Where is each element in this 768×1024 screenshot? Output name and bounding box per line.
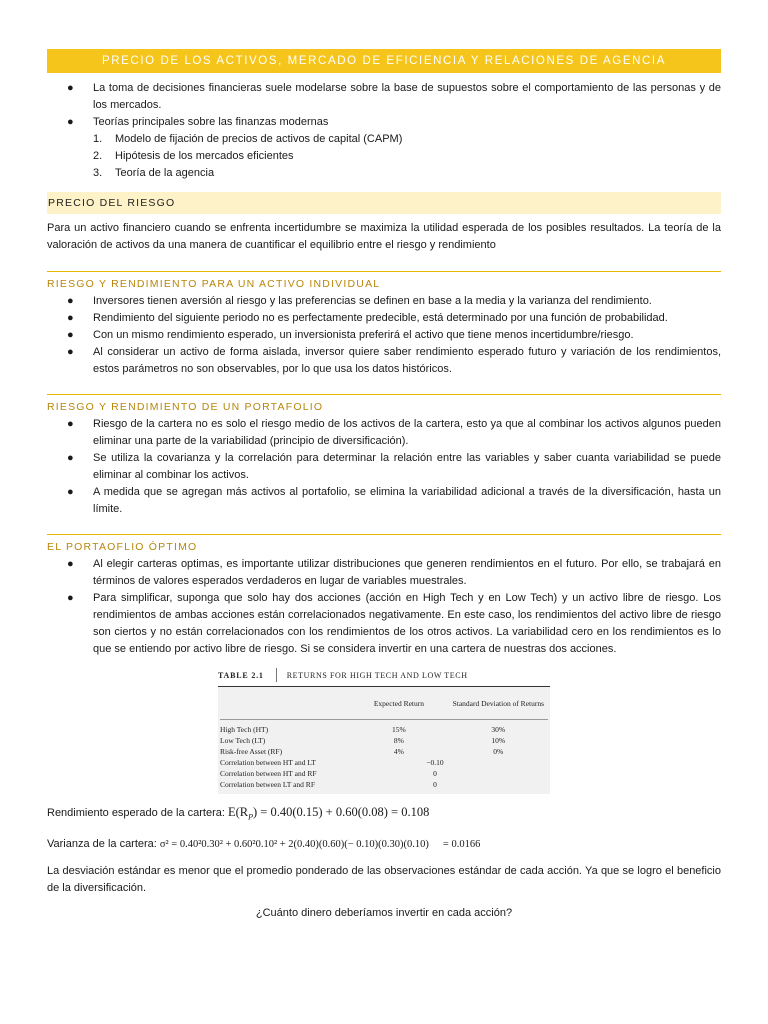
table-row: Correlation between LT and RF 0 [220, 780, 437, 789]
list-item: ● Rendimiento del siguiente periodo no es perfectamente predecible, está determinado por una función de probabilidad. [47, 310, 721, 327]
bullet-icon: ● [67, 418, 74, 430]
table-caption: RETURNS FOR HIGH TECH AND LOW TECH [286, 670, 468, 680]
bullet-icon: ● [67, 558, 74, 570]
table-row: Correlation between HT and RF 0 [220, 769, 437, 778]
bullet-icon: ● [67, 346, 74, 358]
formula-expression: $E(R_P) = 0.40(0.15) + 0.60(0.08) = 0.108$ [227, 805, 430, 822]
bullet-icon: ● [67, 312, 74, 324]
intro-bullets [47, 80, 721, 131]
list-item: ● Para simplificar, suponga que solo hay dos acciones (acción en High Tech y en Low Tech) y un activo libre de riesgo. Los rendimientos de ambas acciones están correlacionados negativamente. En este caso, los rendimientos del activo libre de riesgo son ciertos y no están correlacionados con los rendimientos de los otros activos. La variabilidad cero en los rendimientos es lo que se entiendo por activo libre de riesgo. Si se considera invertir en una cartera de nuestras dos acciones. [67, 592, 721, 655]
formula-label: Rendimiento esperado de la cartera: [47, 807, 225, 819]
section-heading-optimo: EL PORTAOFLIO ÓPTIMO [47, 534, 721, 556]
table-row: High Tech (HT) 15% 30% [220, 725, 506, 734]
formula-expression: σ² = 0.40²0.30² + 0.60²0.10² + 2(0.40)(0.60)(− 0.10)(0.30)(0.10) [159, 838, 429, 850]
list-item: ● Se utiliza la covarianza y la correlación para determinar la relación entre las variables y saber cuanta variabilidad se puede eliminar al combinar los activos. [67, 452, 721, 481]
returns-table-figure [218, 668, 550, 794]
list-item: ● La toma de decisiones financieras suele modelarse sobre la base de supuestos sobre el comportamiento de las personas y de los mercados. [67, 82, 721, 111]
bullet-icon: ● [67, 452, 74, 464]
bullet-icon: ● [67, 295, 74, 307]
table-header-row [220, 691, 548, 720]
list-item: 1. Modelo de fijación de precios de activos de capital (CAPM) [93, 133, 403, 145]
list-item: ● Riesgo de la cartera no es solo el riesgo medio de los activos de la cartera, esto ya que al combinar los activos algunos pueden eliminar una parte de la variabilidad (principio de diversificación). [67, 418, 721, 447]
portafolio-bullets [47, 416, 721, 518]
variance-formula [47, 836, 721, 853]
list-item: ● Con un mismo rendimiento esperado, un inversionista preferirá el activo que tiene menos incertidumbre/riesgo. [47, 327, 721, 344]
list-item: ● Al elegir carteras optimas, es importante utilizar distribuciones que generen rendimientos en el futuro. Por ello, se trabajará en términos de valores esperados verdaderos en lugar de variables muestrales. [67, 558, 721, 587]
caption-divider [276, 668, 277, 682]
closing-question: ¿Cuánto dinero deberíamos invertir en cada acción? [255, 906, 513, 919]
list-item: 3. Teoría de la agencia [93, 167, 215, 179]
section-heading-precio-riesgo: PRECIO DEL RIESGO [47, 192, 721, 214]
table-number: TABLE 2.1 [218, 670, 264, 680]
table-caption-row [218, 668, 550, 687]
bullet-icon: ● [67, 329, 74, 341]
table-row: Low Tech (LT) 8% 10% [220, 736, 506, 745]
paragraph-precio-riesgo: Para un activo financiero cuando se enfrenta incertidumbre se maximiza la utilidad esperada de los posibles resultados. La teoría de la valoración de activos da una manera de cuantificar el equilibrio entre el riesgo y rendimiento [47, 222, 721, 251]
formula-result: = 0.0166 [442, 838, 481, 850]
bullet-icon: ● [67, 486, 74, 498]
list-item: 2. Hipótesis de los mercados eficientes [93, 150, 294, 162]
activo-individual-bullets [47, 293, 721, 378]
table-row: Risk-free Asset (RF) 4% 0% [220, 747, 504, 756]
section-heading-activo-individual: RIESGO Y RENDIMIENTO PARA UN ACTIVO INDIVIDUAL [47, 271, 721, 293]
column-header: Standard Deviation of Returns [452, 699, 545, 708]
bullet-icon: ● [67, 82, 74, 94]
theories-list [47, 131, 721, 182]
list-item: ● A medida que se agregan más activos al portafolio, se elimina la variabilidad adicional a través de la diversificación, hasta un límite. [67, 486, 721, 515]
bullet-icon: ● [67, 116, 74, 128]
list-item: ● Teorías principales sobre las finanzas modernas [47, 114, 721, 131]
document-page [47, 49, 721, 919]
conclusion-paragraph: La desviación estándar es menor que el promedio ponderado de las observaciones estándar de cada acción. Ya que se logro el beneficio de la diversificación. [47, 864, 721, 894]
list-item: ● Al considerar un activo de forma aislada, inversor quiere saber rendimiento esperado futuro y variación de los rendimientos, estos parámetros no son observables, por lo que usa los datos históricos. [67, 346, 721, 375]
optimo-bullets [47, 556, 721, 658]
column-header: Expected Return [373, 699, 425, 708]
table-row: Correlation between HT and LT −0.10 [220, 758, 444, 767]
list-item: ● Inversores tienen aversión al riesgo y las preferencias se definen en base a la media y la varianza del rendimiento. [47, 293, 721, 310]
expected-return-formula [47, 804, 721, 826]
section-heading-portafolio: RIESGO Y RENDIMIENTO DE UN PORTAFOLIO [47, 394, 721, 416]
document-title: PRECIO DE LOS ACTIVOS, MERCADO DE EFICIENCIA Y RELACIONES DE AGENCIA [47, 49, 721, 73]
table-body [218, 687, 550, 794]
bullet-icon: ● [67, 592, 74, 604]
formula-label: Varianza de la cartera: [47, 837, 157, 850]
